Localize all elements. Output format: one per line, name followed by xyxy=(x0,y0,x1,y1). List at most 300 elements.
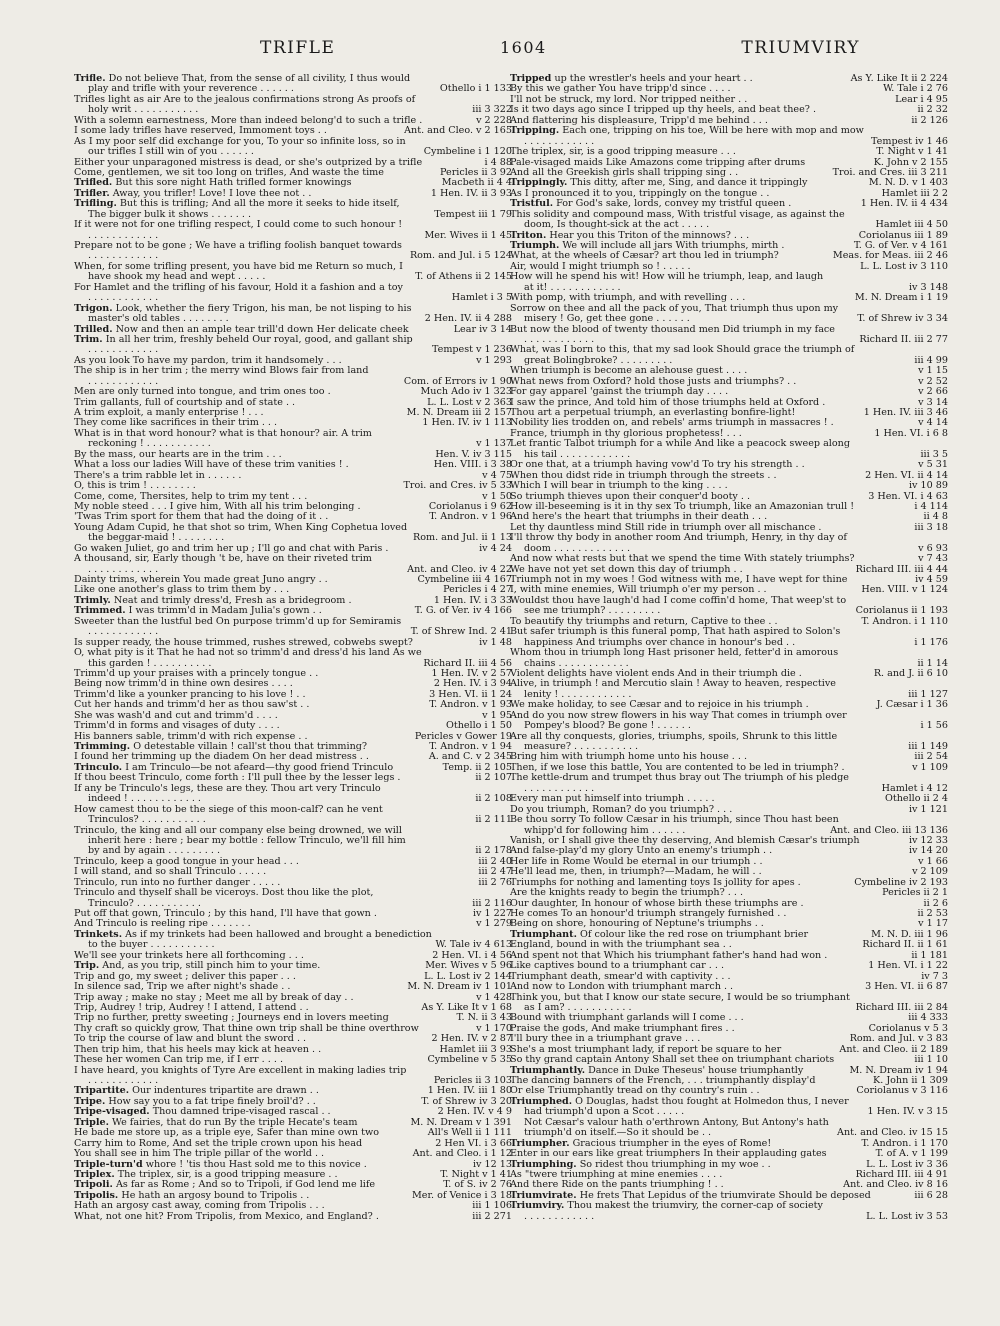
entry-line xyxy=(510,325,948,335)
quotation-text: And all the Greekish girls shall tripping sing . . xyxy=(510,167,739,178)
citation-reference: Richard II. iii 2 77 xyxy=(853,335,948,345)
quotation-text: doom . . . . . . . . . . . . . xyxy=(524,543,631,554)
headword: Triumviry. xyxy=(510,1201,565,1212)
citation-reference: Temp. ii 2 105 xyxy=(437,763,512,773)
headword: Triumphed. xyxy=(510,1096,573,1107)
quotation-text: . . . . . . . . . . . . xyxy=(524,334,595,345)
quotation-text: Or else Triumphantly tread on thy country's ruin . . xyxy=(510,1086,760,1097)
entry-line xyxy=(74,763,512,773)
citation-reference: Rom. and Jul. ii 1 13 xyxy=(407,533,512,543)
entry-line xyxy=(510,533,948,543)
quotation-text: What is in that word honour? what is that honour? air. A trim xyxy=(74,428,372,439)
quotation-text: measure? . . . . . . . . . . . xyxy=(524,742,639,752)
entry-line xyxy=(74,585,512,595)
entry-line xyxy=(74,408,512,418)
quotation-text: Pale-visaged maids Like Amazons come tripping after drums xyxy=(510,157,806,168)
quotation-text: For Hamlet and the trifling of his favour, Hold it a fashion and a toy xyxy=(74,282,403,293)
headword: Triumphing. xyxy=(510,1159,577,1170)
quotation-text: Gracious triumpher in the eyes of Rome! xyxy=(572,1138,772,1149)
entry-line xyxy=(74,147,512,157)
quotation-text: I have heard, you knights of Tyre Are excellent in making ladies trip xyxy=(74,1065,407,1076)
headword: Triton. xyxy=(510,230,547,241)
quotation-text: England, bound in with the triumphant sea . . xyxy=(510,940,732,951)
entry-line xyxy=(510,867,948,877)
quotation-text: master's old tables . . . . . . . . xyxy=(88,314,229,325)
entry-line xyxy=(510,815,948,825)
citation-reference: iii 4 333 xyxy=(902,1013,948,1023)
citation-reference: Coriolanus i 9 62 xyxy=(423,502,512,512)
citation-reference: T. Night v 1 41 xyxy=(870,147,948,157)
quotation-text: But this is trifling; And all the more it seeks to hide itself, xyxy=(119,199,400,210)
quotation-text: O, this is trim ! . . . . . . . . xyxy=(74,481,196,492)
quotation-text: up the wrestler's heels and your heart . . xyxy=(554,74,753,84)
entry-line xyxy=(510,763,948,773)
citation-reference: Coriolanus v 3 116 xyxy=(850,1086,948,1096)
citation-reference: T. Night v 1 41 xyxy=(434,1170,512,1180)
citation-reference: v 1 50 xyxy=(476,492,512,502)
entry-line xyxy=(74,836,512,846)
entry-line xyxy=(74,460,512,470)
quotation-text: Carry him to Rome, And set the triple crown upon his head xyxy=(74,1138,363,1149)
quotation-text: I'll not be struck, my lord. Nor tripped neither . . xyxy=(510,94,748,105)
quotation-text: What, not one hit? From Tripolis, from Mexico, and England? . xyxy=(74,1211,379,1222)
quotation-text: Then, if we lose this battle, You are contented to be led in triumph? . xyxy=(510,762,845,773)
quotation-text: France, triumph in thy glorious prophetess! . . . xyxy=(510,428,742,439)
entry-line xyxy=(74,314,512,324)
entry-line xyxy=(74,554,512,564)
citation-reference: K. John v 2 155 xyxy=(868,158,948,168)
entry-line xyxy=(74,784,512,794)
quotation-text: They come like sacrifices in their trim . . . xyxy=(74,418,278,429)
quotation-text: What, at the wheels of Cæsar? art thou led in triumph? xyxy=(510,251,779,262)
entry-line xyxy=(74,961,512,971)
entry-line xyxy=(74,387,512,397)
citation-reference: v 1 15 xyxy=(912,366,948,376)
quotation-text: And now to London with triumphant march . . xyxy=(510,982,734,993)
quotation-text: this garden ! . . . . . . . . . . xyxy=(88,658,212,669)
entry-line xyxy=(510,147,948,157)
quotation-text: Trifles light as air Are to the jealous confirmations strong As proofs of xyxy=(74,94,416,105)
headword: Trinkets. xyxy=(74,929,123,940)
citation-reference: Mer. of Venice i 3 18 xyxy=(406,1191,512,1201)
quotation-text: I am Trinculo—be not afeard—thy good friend Trinculo xyxy=(125,762,394,773)
quotation-text: Our indentures tripartite are drawn . . xyxy=(132,1086,319,1097)
entry-line xyxy=(510,773,948,783)
citation-reference: Hamlet iii 4 50 xyxy=(870,220,948,230)
quotation-text: If thou beest Trinculo, come forth : I'll pull thee by the lesser legs . xyxy=(74,773,401,784)
entry-line xyxy=(74,95,512,105)
entry-line xyxy=(74,262,512,272)
citation-reference: T. of Shrew iv 3 34 xyxy=(851,314,948,324)
entry-line xyxy=(74,272,512,282)
quotation-text: But this sore night Hath trifled former knowings xyxy=(115,178,352,189)
entry-line xyxy=(74,199,512,209)
quotation-text: To trip the course of law and blunt the sword . . xyxy=(74,1034,307,1045)
quotation-text: And spent not that Which his triumphant father's hand had won . xyxy=(510,950,828,961)
quotation-text: And there Ride on the pants triumphing ! . . xyxy=(510,1180,724,1191)
entry-line xyxy=(510,335,948,345)
citation-reference: i 4 114 xyxy=(908,502,948,512)
citation-reference: iii 2 40 xyxy=(472,857,512,867)
citation-reference: Mer. Wives ii 1 45 xyxy=(418,231,512,241)
quotation-text: Triumphant death, smear'd with captivity . . . xyxy=(510,971,731,982)
entry-line xyxy=(510,752,948,762)
entry-line xyxy=(510,1086,948,1096)
headword: Trim. xyxy=(74,334,103,345)
quotation-text: . . . . . . . . . . . . xyxy=(524,136,595,147)
citation-reference: Troi. and Cres. iv 5 33 xyxy=(397,481,512,491)
entry-line xyxy=(510,1139,948,1149)
citation-reference: 1 Hen. IV. iii 3 46 xyxy=(858,408,948,418)
quotation-text: When thou didst ride in triumph through the streets . . xyxy=(510,470,777,481)
citation-reference: 1 Hen. IV. ii 4 434 xyxy=(855,199,948,209)
citation-reference: iii 2 116 xyxy=(466,899,512,909)
quotation-text: Every man put himself into triumph . . . . . xyxy=(510,794,715,805)
citation-reference: L. L. Lost v 2 363 xyxy=(421,398,512,408)
quotation-text: holy writ . . . . . . . . . . . xyxy=(88,105,199,116)
entry-line xyxy=(74,909,512,919)
quotation-text: Of colour like the red rose on triumphant brier xyxy=(579,929,809,940)
quotation-text: 'Twas Trim sport for them that had the doing of it . . xyxy=(74,512,329,523)
entry-line xyxy=(510,460,948,470)
entry-line xyxy=(74,304,512,314)
quotation-text: see me triumph? . . . . . . . . . xyxy=(524,606,661,617)
entry-line xyxy=(74,773,512,783)
quotation-text: As I my poor self did exchange for you, To your so infinite loss, so in xyxy=(74,136,406,147)
citation-reference: i 1 56 xyxy=(915,721,948,731)
citation-reference: K. John ii 1 309 xyxy=(867,1076,948,1086)
quotation-text: The dancing banners of the French, . . . triumphantly display'd xyxy=(510,1076,816,1086)
citation-reference: W. Tale iv 4 613 xyxy=(430,940,512,950)
citation-reference: Hamlet i 4 12 xyxy=(876,784,948,794)
quotation-text: . . . . . . . . . . . . xyxy=(88,251,159,262)
quotation-text: Each one, tripping on his toe, Will be here with mop and mow xyxy=(562,126,864,137)
quotation-text: We'll see your trinkets here all forthcoming . . . xyxy=(74,950,304,961)
citation-reference: iv 4 24 xyxy=(473,544,512,554)
headword: Triple-turn'd xyxy=(74,1159,143,1170)
citation-reference: Ant. and Cleo. v 2 165 xyxy=(398,126,512,136)
quotation-text: With pomp, with triumph, and with revelling . . . xyxy=(510,293,746,304)
entry-line xyxy=(74,1045,512,1055)
entry-line xyxy=(510,1024,948,1034)
quotation-text: The kettle-drum and trumpet thus bray out The triumph of his pledge xyxy=(510,773,849,784)
entry-line xyxy=(74,168,512,178)
quotation-text: Trinculos? . . . . . . . . . . . xyxy=(88,815,206,826)
quotation-text: Then trip him, that his heels may kick at heaven . . xyxy=(74,1044,322,1055)
citation-reference: v 7 43 xyxy=(912,554,948,564)
quotation-text: . . . . . . . . . . . . xyxy=(88,564,159,575)
citation-reference: iii 3 322 xyxy=(466,105,512,115)
quotation-text: You shall see in him The triple pillar of the world . . xyxy=(74,1149,325,1160)
entry-line xyxy=(510,314,948,324)
citation-reference: ii 2 178 xyxy=(469,846,512,856)
quotation-text: as I am? . . . . . . . . . . . xyxy=(524,1002,632,1013)
entry-line xyxy=(510,439,948,449)
citation-reference: All's Well ii 1 111 xyxy=(422,1128,512,1138)
quotation-text: the beggar-maid ! . . . . . . . . xyxy=(88,533,225,544)
quotation-text: We make holiday, to see Cæsar and to rejoice in his triumph . xyxy=(510,700,809,711)
quotation-text: Thou art a perpetual triumph, an everlasting bonfire-light! xyxy=(510,408,796,418)
entry-line xyxy=(74,659,512,669)
quotation-text: chains . . . . . . . . . . . . xyxy=(524,658,629,669)
quotation-text: He comes To an honour'd triumph strangely furnished . . xyxy=(510,909,787,919)
entry-line xyxy=(74,105,512,115)
entry-line xyxy=(510,1212,948,1222)
entry-line xyxy=(510,1170,948,1180)
entry-line xyxy=(74,533,512,543)
entry-line xyxy=(74,899,512,909)
headword: Trimly. xyxy=(74,595,111,606)
citation-reference: ii 1 14 xyxy=(911,659,948,669)
headword: Trinculo. xyxy=(74,762,123,773)
citation-reference: 2 Hen. VI. i 4 56 xyxy=(426,951,512,961)
headword: Trifler. xyxy=(74,188,110,199)
citation-reference: iii 6 28 xyxy=(908,1191,948,1201)
quotation-text: to the buyer . . . . . . . . . . . xyxy=(88,940,215,951)
headword: Trimmed. xyxy=(74,606,126,617)
quotation-text: And Trinculo is reeling ripe . . . . . . . xyxy=(74,919,251,930)
entry-line xyxy=(510,220,948,230)
citation-reference: i 4 88 xyxy=(479,158,512,168)
quotation-text: How say you to a fat tripe finely broil'd? . . xyxy=(108,1096,316,1107)
citation-reference: Com. of Errors iv 1 90 xyxy=(398,377,512,387)
quotation-text: happiness And triumphs over chance in honour's bed . . xyxy=(524,637,796,648)
entry-line xyxy=(510,512,948,522)
citation-reference: ii 1 181 xyxy=(905,951,948,961)
entry-line xyxy=(74,993,512,1003)
entry-line xyxy=(74,1149,512,1159)
citation-reference: Troi. and Cres. iii 3 211 xyxy=(827,168,948,178)
citation-reference: T. of Shrew Ind. 2 41 xyxy=(405,627,512,637)
entry-line xyxy=(74,732,512,742)
citation-reference: Rom. and Jul. v 3 83 xyxy=(844,1034,948,1044)
quotation-text: Being now trimm'd in thine own desires . . . . xyxy=(74,679,293,690)
quotation-text: But now the blood of twenty thousand men Did triumph in my face xyxy=(510,324,835,335)
quotation-text: Trimm'd up your praises with a princely tongue . . xyxy=(74,668,319,679)
entry-line xyxy=(510,899,948,909)
entry-line xyxy=(510,168,948,178)
entry-line xyxy=(510,857,948,867)
citation-reference: ii 2 108 xyxy=(469,794,512,804)
quotation-text: The bigger bulk it shows . . . . . . . xyxy=(88,209,252,220)
quotation-text: his tail . . . . . . . . . . . . xyxy=(524,449,631,460)
entry-line xyxy=(74,220,512,230)
entry-line xyxy=(74,982,512,992)
quotation-text: As far as Rome ; And so to Tripoli, if God lend me life xyxy=(115,1180,376,1191)
entry-line xyxy=(74,930,512,940)
entry-line xyxy=(74,231,512,241)
citation-reference: M. N. Dream v 1 391 xyxy=(404,1118,512,1128)
citation-reference: Cymbeline iv 2 193 xyxy=(848,878,948,888)
citation-reference: 1 Hen. IV. i 3 33 xyxy=(428,596,512,606)
entry-line xyxy=(510,293,948,303)
citation-reference: Pericles i 4 27 xyxy=(437,585,512,595)
citation-reference: iv 7 3 xyxy=(915,972,948,982)
quotation-text: So ridest thou triumphing in my woe . . xyxy=(579,1159,771,1170)
entry-line xyxy=(510,1013,948,1023)
entry-line xyxy=(74,742,512,752)
citation-reference: 3 Hen. VI. ii 1 24 xyxy=(423,690,512,700)
citation-reference: v 1 137 xyxy=(470,439,512,449)
quotation-text: When triumph is become an alehouse guest . . . . xyxy=(510,366,748,377)
entry-line xyxy=(510,909,948,919)
citation-reference: M. N. Dream iv 1 101 xyxy=(401,982,512,992)
citation-reference: Hamlet i 3 5 xyxy=(446,293,512,303)
quotation-text: Nobility lies trodden on, and rebels' arms triumph in massacres ! . xyxy=(510,418,834,429)
citation-reference: Pericles ii 2 1 xyxy=(876,888,948,898)
entry-line xyxy=(510,366,948,376)
quotation-text: Trinculo? . . . . . . . . . . . xyxy=(88,898,201,909)
citation-reference: Macbeth ii 4 4 xyxy=(436,178,512,188)
quotation-text: . . . . . . . . . . . . xyxy=(88,1076,159,1086)
citation-reference: Mer. Wives v 5 96 xyxy=(419,961,512,971)
quotation-text: Pompey's blood? Be gone ! . . . . . . xyxy=(524,721,691,732)
citation-reference: v 1 66 xyxy=(912,857,948,867)
entry-line xyxy=(74,345,512,355)
entry-line xyxy=(510,199,948,209)
entry-line xyxy=(510,1076,948,1086)
quotation-text: His banners sable, trimm'd with rich expense . . xyxy=(74,731,308,742)
quotation-text: lenity ! . . . . . . . . . . . . xyxy=(524,689,632,700)
quotation-text: Let frantic Talbot triumph for a while And like a peacock sweep along xyxy=(510,439,850,450)
quotation-text: Neat and trimly dress'd, Fresh as a bridegroom . xyxy=(113,595,352,606)
quotation-text: Put off that gown, Trinculo ; by this hand, I'll have that gown . xyxy=(74,909,377,919)
entry-line xyxy=(510,1097,948,1107)
citation-reference: Ant. and Cleo. ii 2 189 xyxy=(833,1045,948,1055)
entry-line xyxy=(510,617,948,627)
citation-reference: M. N. Dream iii 2 157 xyxy=(401,408,512,418)
entry-line xyxy=(74,512,512,522)
entry-line xyxy=(510,1191,948,1201)
quotation-text: Vanish, or I shall give thee thy deserving, And blemish Cæsar's triumph xyxy=(510,835,860,846)
citation-reference: ii 2 107 xyxy=(469,773,512,783)
entry-line xyxy=(74,492,512,502)
citation-reference: ii 2 111 xyxy=(469,815,512,825)
citation-reference: iii 4 99 xyxy=(908,356,948,366)
citation-reference: iv 12 33 xyxy=(903,836,948,846)
entry-line xyxy=(510,272,948,282)
entry-line xyxy=(510,794,948,804)
citation-reference: iv 10 89 xyxy=(903,481,948,491)
citation-reference: ii 2 32 xyxy=(911,105,948,115)
entry-line xyxy=(510,105,948,115)
citation-reference: T. Andron. v 1 93 xyxy=(423,700,512,710)
entry-line xyxy=(74,690,512,700)
quotation-text: Violent delights have violent ends And in their triumph die . xyxy=(510,668,802,679)
quotation-text: What a loss our ladies Will have of these trim vanities ! . xyxy=(74,460,349,471)
quotation-text: . . . . . . . . . . . . xyxy=(524,1211,595,1222)
citation-reference: As Y. Like It ii 2 224 xyxy=(845,74,948,84)
quotation-text: Our daughter, In honour of whose birth these triumphs are . xyxy=(510,898,804,909)
entry-line xyxy=(74,878,512,888)
entry-line xyxy=(510,606,948,616)
entry-line xyxy=(74,377,512,387)
citation-reference: v 6 93 xyxy=(912,544,948,554)
citation-reference: M. N. D. iii 1 96 xyxy=(865,930,948,940)
quotation-text: Trimm'd like a younker prancing to his love ! . . xyxy=(74,689,306,700)
citation-reference: ii 2 126 xyxy=(905,116,948,126)
quotation-text: Come, come, Thersites, help to trim my tent . . . xyxy=(74,491,308,502)
quotation-text: Are all thy conquests, glories, triumphs, spoils, Shrunk to this little xyxy=(510,731,838,742)
quotation-text: Bring him with triumph home unto his house . . . xyxy=(510,752,748,763)
entry-line xyxy=(510,648,948,658)
headword: Tripe. xyxy=(74,1096,106,1107)
citation-reference: T. Andron. i 1 170 xyxy=(855,1139,948,1149)
headword: Trip. xyxy=(74,961,100,972)
citation-reference: Tempest iv 1 46 xyxy=(865,137,948,147)
citation-reference: Ant. and Cleo. iv 8 16 xyxy=(837,1180,948,1190)
entry-line xyxy=(74,805,512,815)
quotation-text: Thy craft so quickly grow, That thine own trip shall be thine overthrow xyxy=(74,1023,419,1034)
quotation-text: But safer triumph is this funeral pomp, That hath aspired to Solon's xyxy=(510,627,841,638)
citation-reference: 1 Hen. IV. ii 3 93 xyxy=(425,189,512,199)
entry-line xyxy=(74,1180,512,1190)
quotation-text: We fairies, that do run By the triple Hecate's team xyxy=(112,1117,358,1128)
citation-reference: Pericles v Gower 19 xyxy=(409,732,512,742)
entry-line xyxy=(510,189,948,199)
entry-line xyxy=(510,304,948,314)
quotation-text: How ill-beseeming is it in thy sex To triumph, like an Amazonian trull ! xyxy=(510,501,855,512)
entry-line xyxy=(510,262,948,272)
citation-reference: v 2 109 xyxy=(906,867,948,877)
citation-reference: v 1 170 xyxy=(470,1024,512,1034)
citation-reference: 2 Hen. VI. ii 4 14 xyxy=(859,471,948,481)
entry-line xyxy=(74,398,512,408)
entry-line xyxy=(510,1128,948,1138)
quotation-text: Trip no further, pretty sweeting ; Journeys end in lovers meeting xyxy=(74,1013,389,1024)
citation-reference: T. of Shrew iv 3 20 xyxy=(415,1097,512,1107)
quotation-text: Whom thou in triumph long Hast prisoner held, fetter'd in amorous xyxy=(510,648,839,659)
citation-reference: iii 3 5 xyxy=(914,450,948,460)
entry-line xyxy=(510,387,948,397)
entry-line xyxy=(74,596,512,606)
entry-line xyxy=(510,210,948,220)
citation-reference: M. N. D. v 1 403 xyxy=(863,178,948,188)
entry-line xyxy=(74,1128,512,1138)
entry-line xyxy=(74,1170,512,1180)
entry-line xyxy=(74,826,512,836)
headword: Tripe-visaged. xyxy=(74,1107,150,1118)
entry-line xyxy=(74,919,512,929)
entry-line xyxy=(510,126,948,136)
quotation-text: Or one that, at a triumph having vow'd To try his strength . . xyxy=(510,460,805,471)
headword: Tripolis. xyxy=(74,1190,119,1201)
citation-reference: v 4 75 xyxy=(476,471,512,481)
quotation-text: For gay apparel 'gainst the triumph day . . . . xyxy=(510,387,729,398)
entry-line xyxy=(74,1118,512,1128)
citation-reference: iii 3 18 xyxy=(908,523,948,533)
quotation-text: Bound with triumphant garlands will I come . . . xyxy=(510,1013,744,1024)
entry-line xyxy=(510,345,948,355)
entry-line xyxy=(74,1003,512,1013)
entry-line xyxy=(510,930,948,940)
entry-line xyxy=(510,627,948,637)
citation-reference: Meas. for Meas. iii 2 46 xyxy=(827,251,948,261)
quotation-text: Do you triumph, Roman? do you triumph? . . . xyxy=(510,804,733,815)
entry-line xyxy=(74,178,512,188)
citation-reference: v 2 66 xyxy=(912,387,948,397)
quotation-text: . . . . . . . . . . . . xyxy=(88,376,159,387)
citation-reference: T. G. of Ver. v 4 161 xyxy=(848,241,948,251)
citation-reference: Hen. VIII. i 3 38 xyxy=(428,460,512,470)
citation-reference: L. L. Lost iv 3 110 xyxy=(854,262,948,272)
entry-line xyxy=(74,638,512,648)
entry-line xyxy=(510,784,948,794)
quotation-text: Sorrow on thee and all the pack of you, That triumph thus upon my xyxy=(510,303,839,314)
citation-reference: Hamlet iii 3 93 xyxy=(434,1045,512,1055)
quotation-text: We have not yet set down this day of triumph . . xyxy=(510,564,743,575)
citation-reference: iv 1 121 xyxy=(903,805,948,815)
